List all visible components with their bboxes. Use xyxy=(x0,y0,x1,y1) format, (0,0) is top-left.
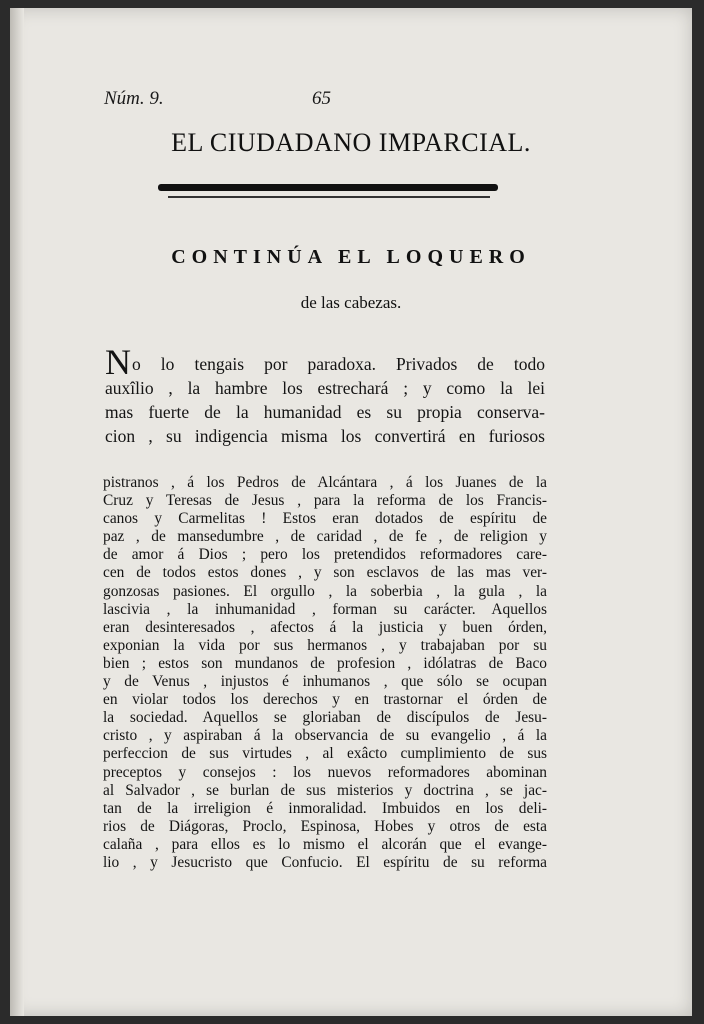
drop-cap: N xyxy=(105,342,131,382)
paragraph-line: mas fuerte de la humanidad es su propia conserva- xyxy=(105,402,545,422)
paragraph-line: tan de la irreligion é inmoralidad. Imbuidos en los deli- xyxy=(103,799,547,817)
paragraph-line: pistranos , á los Pedros de Alcántara , á los Juanes de la xyxy=(103,474,547,491)
paragraph-line: cristo , y aspiraban á la observancia de su evangelio , á la xyxy=(103,727,547,745)
paragraph-line: gonzosas pasiones. El orgullo , la soberbia , la gula , la xyxy=(103,582,547,600)
paragraph-line: Cruz y Teresas de Jesus , para la reforma de los Francis- xyxy=(103,492,547,510)
paragraph-line: bien ; estos son mundanos de profesion , idólatras de Baco xyxy=(103,654,547,672)
paragraph-line: de amor á Dios ; pero los pretendidos reformadores care- xyxy=(103,546,547,564)
issue-number: Núm. 9. xyxy=(104,88,164,109)
paragraph-line: la sociedad. Aquellos se gloriaban de discípulos de Jesu- xyxy=(103,709,547,727)
paragraph-line: lio , y Jesucristo que Confucio. El espíritu de su reforma xyxy=(103,853,547,871)
paragraph-line: eran desinteresados , afectos á la justicia y buen órden, xyxy=(103,618,547,636)
paragraph-line: cen de todos estos dones , y son esclavos de las mas ver- xyxy=(103,564,547,582)
paragraph-line: auxîlio , la hambre los estrechará ; y como la lei xyxy=(105,378,545,398)
body-paragraph xyxy=(103,474,547,872)
paragraph-line: calaña , para ellos es lo mismo el alcorán que el evange- xyxy=(103,835,547,853)
paragraph-line: lascivia , la inhumanidad , forman su carácter. Aquellos xyxy=(103,600,547,618)
paragraph-line: cion , su indigencia misma los convertirá en furiosos xyxy=(105,426,545,446)
document-page xyxy=(10,8,692,1016)
paragraph-line: rios de Diágoras, Proclo, Espinosa, Hobes y otros de esta xyxy=(103,817,547,835)
paragraph-line: y de Venus , injustos é inhumanos , que sólo se ocupan xyxy=(103,673,547,691)
paragraph-line: exponian la vida por sus hermanos , y trabajaban por su xyxy=(103,636,547,654)
paragraph-line: al Salvador , se burlan de sus misterios y doctrina , se jac- xyxy=(103,781,547,799)
paragraph-line: preceptos y consejos : los nuevos reformadores abominan xyxy=(103,763,547,781)
title-rule-thick xyxy=(158,184,498,191)
paragraph-line: perfeccion de sus virtudes , al exâcto cumplimiento de sus xyxy=(103,745,547,763)
publication-title: EL CIUDADANO IMPARCIAL. xyxy=(171,128,531,157)
paragraph-line: canos y Carmelitas ! Estos eran dotados de espíritu de xyxy=(103,510,547,528)
running-header xyxy=(10,88,692,118)
paragraph-line: paz , de mansedumbre , de caridad , de fe , de religion y xyxy=(103,528,547,546)
page-number: 65 xyxy=(312,88,331,109)
section-subheading: de las cabezas. xyxy=(300,293,402,312)
opening-paragraph xyxy=(105,342,545,448)
paragraph-line: No lo tengais por paradoxa. Privados de todo xyxy=(105,342,545,382)
section-heading: CONTINÚA EL LOQUERO xyxy=(171,246,531,268)
page-spine-shadow xyxy=(10,8,24,1016)
title-rule-thin xyxy=(168,196,490,198)
paragraph-line: en violar todos los derechos y en trastornar el órden de xyxy=(103,691,547,709)
